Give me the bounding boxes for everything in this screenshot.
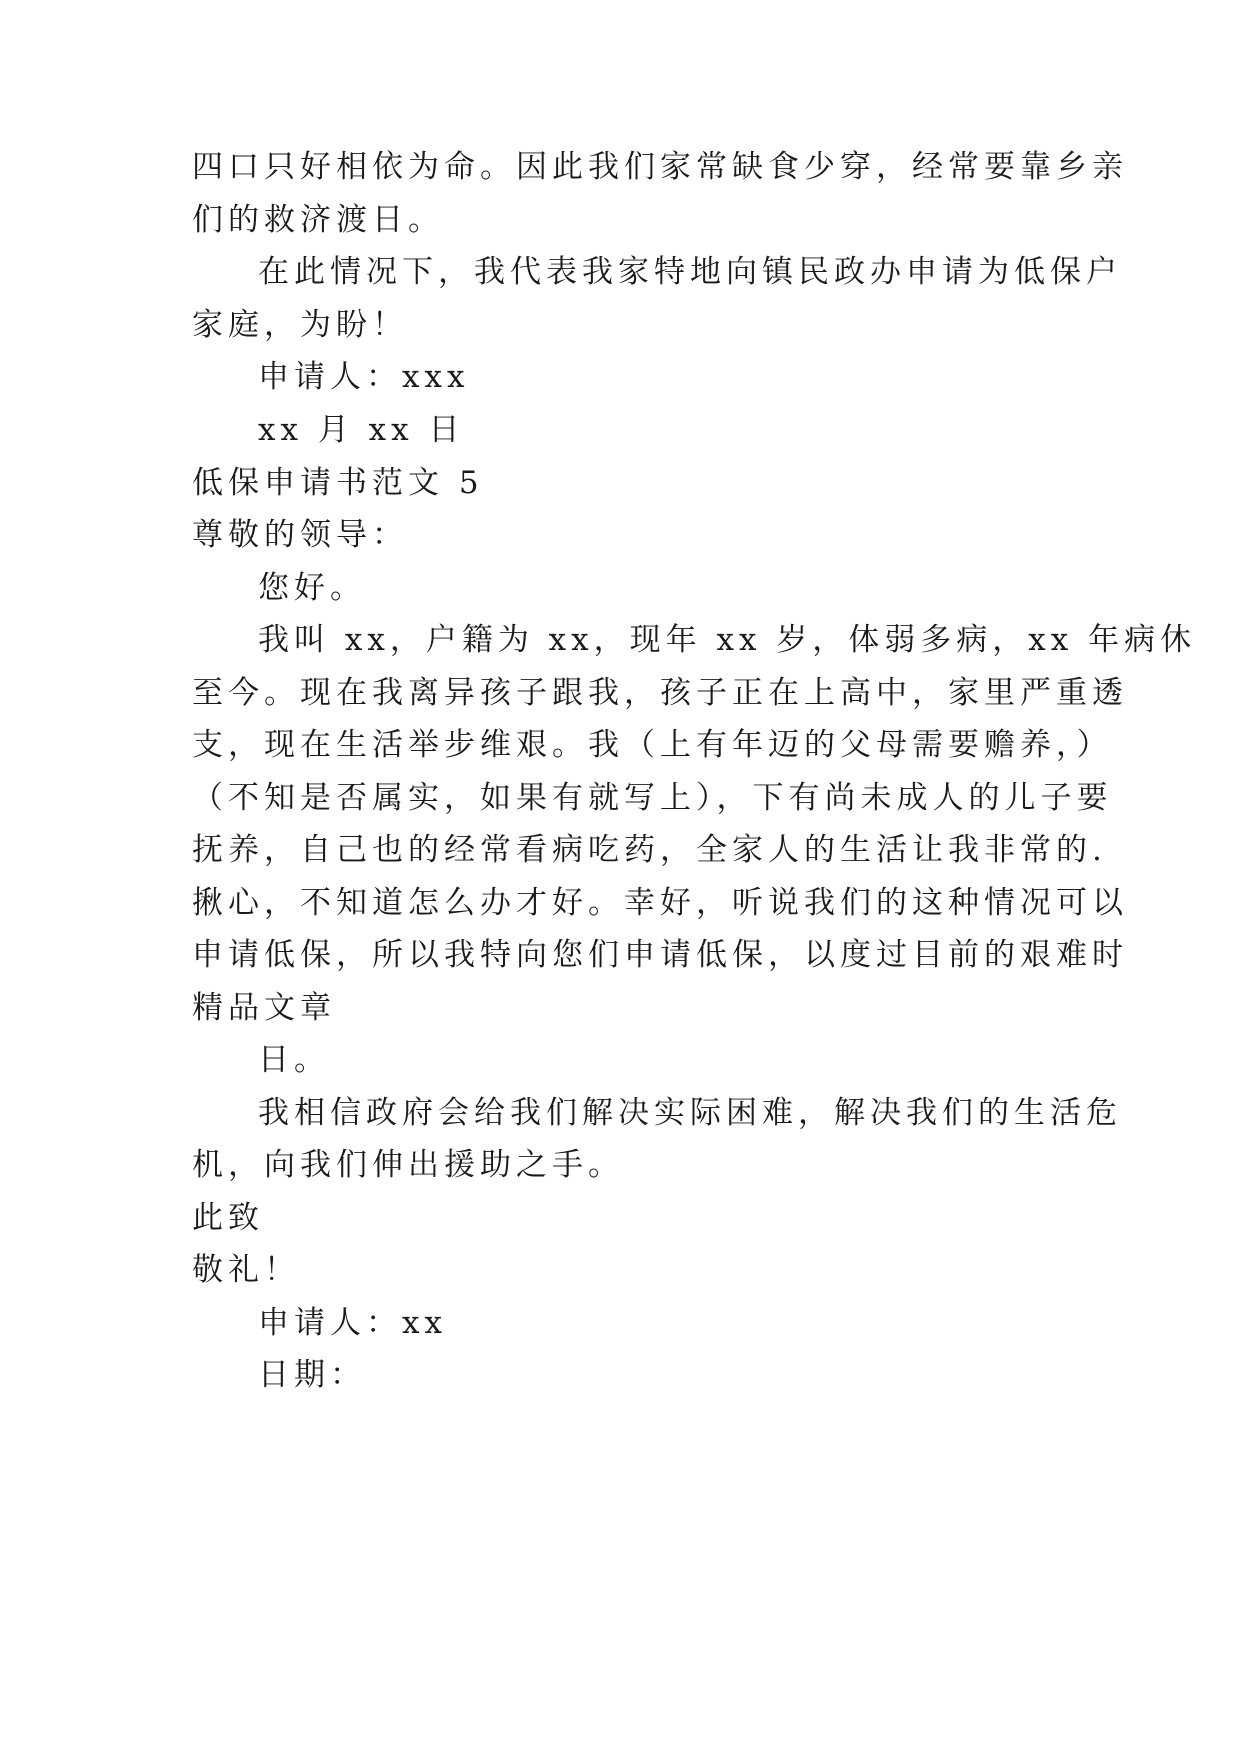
- salutation: 尊敬的领导：: [192, 517, 408, 553]
- paragraph-line: 日。: [258, 1042, 330, 1078]
- applicant-line: 申请人：xxx: [258, 359, 470, 395]
- paragraph-line: （不知是否属实，如果有就写上），下有尚未成人的儿子要: [192, 780, 1113, 816]
- applicant-line: 申请人：xx: [258, 1305, 447, 1341]
- paragraph-line: 申请低保，所以我特向您们申请低保，以度过目前的艰难时: [192, 937, 1128, 973]
- greeting: 您好。: [258, 570, 366, 606]
- paragraph-line: 们的救济渡日。: [192, 202, 444, 238]
- paragraph-line: 在此情况下，我代表我家特地向镇民政办申请为低保户: [258, 254, 1122, 290]
- paragraph-line: 揪心，不知道怎么办才好。幸好，听说我们的这种情况可以: [192, 885, 1128, 921]
- paragraph-line: 机，向我们伸出援助之手。: [192, 1147, 624, 1183]
- paragraph-line: 我相信政府会给我们解决实际困难，解决我们的生活危: [258, 1095, 1122, 1131]
- closing-line: 敬礼！: [192, 1252, 300, 1288]
- paragraph-line: 抚养，自己也的经常看病吃药，全家人的生活让我非常的.: [192, 832, 1107, 868]
- paragraph-line: 至今。现在我离异孩子跟我，孩子正在上高中，家里严重透: [192, 675, 1128, 711]
- paragraph-line: 我叫 xx，户籍为 xx，现年 xx 岁，体弱多病，xx 年病休: [258, 622, 1197, 658]
- paragraph-line: 家庭，为盼！: [192, 307, 408, 343]
- paragraph-line: 四口只好相依为命。因此我们家常缺食少穿，经常要靠乡亲: [192, 149, 1128, 185]
- paragraph-line: 支，现在生活举步维艰。我（上有年迈的父母需要赡养，）: [192, 727, 1113, 763]
- section-title: 低保申请书范文 5: [192, 465, 484, 501]
- inserted-label: 精品文章: [192, 990, 336, 1026]
- closing-line: 此致: [192, 1200, 264, 1236]
- date-line: 日期：: [258, 1357, 366, 1393]
- date-line: xx 月 xx 日: [258, 412, 465, 448]
